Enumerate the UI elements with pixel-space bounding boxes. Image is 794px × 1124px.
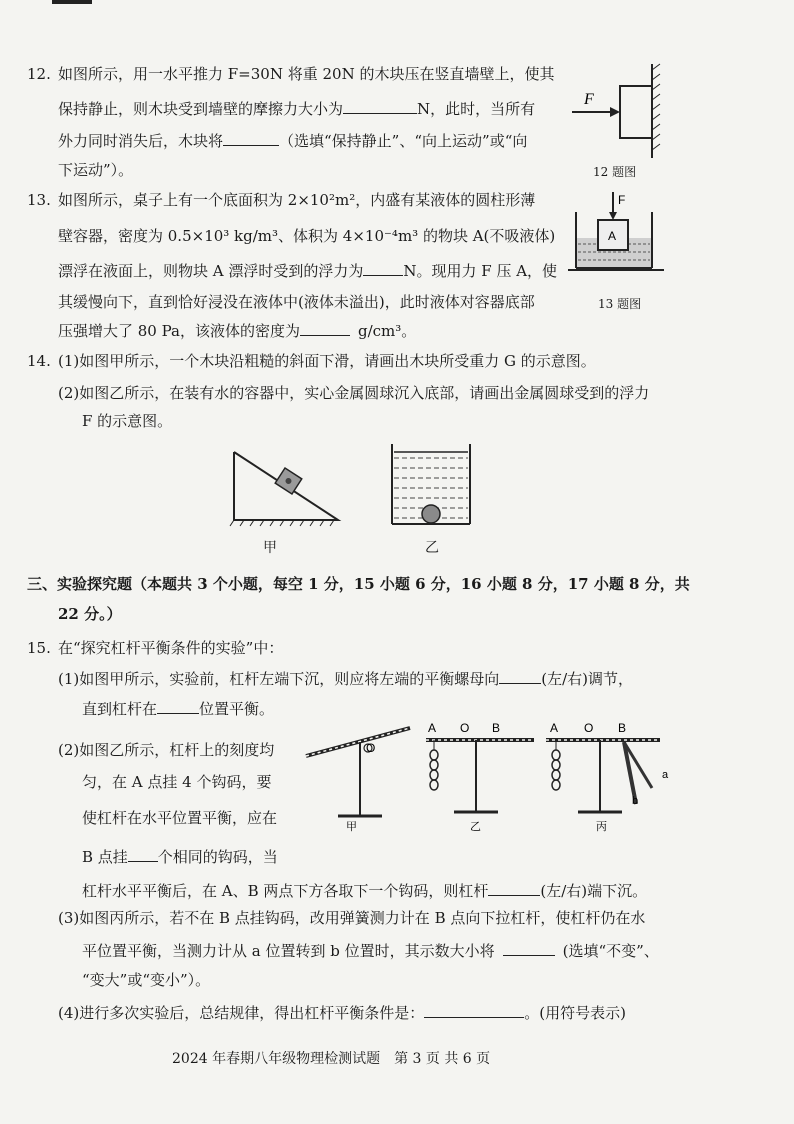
scan-mark (52, 0, 92, 4)
question-12-line-2: 保持静止，则木块受到墙壁的摩擦力大小为 N，此时，当所有 (58, 100, 536, 118)
svg-text:丙: 丙 (596, 820, 607, 833)
question-12-line-4: 下运动”）。 (58, 161, 134, 179)
page-footer: 2024 年春期八年级物理检测试题 第 3 页 共 6 页 (172, 1051, 491, 1067)
svg-text:O: O (460, 721, 470, 735)
question-15-part-3-line-1: (3)如图丙所示，若不在 B 点挂钩码，改用弹簧测力计在 B 点向下拉杠杆，使杠杆仍在水 (58, 909, 646, 927)
figure-15-lever-jia (298, 720, 418, 840)
answer-blank-13-1[interactable] (363, 260, 403, 276)
question-13-line-4: 其缓慢向下，直到恰好浸没在液体中(液体未溢出)，此时液体对容器底部 (58, 293, 535, 311)
question-13-number: 13. (27, 191, 51, 209)
answer-blank-12-1[interactable] (343, 98, 417, 114)
figure-12-wall-block (572, 62, 672, 172)
svg-text:A: A (550, 721, 559, 735)
answer-blank-12-2[interactable] (223, 130, 279, 146)
svg-text:O: O (366, 741, 376, 755)
figure-14-label-jia: 甲 (263, 540, 277, 556)
answer-blank-15-1[interactable] (499, 668, 541, 684)
question-15-part-2-line-4: B 点挂 个相同的钩码，当 (82, 848, 278, 866)
question-13-line-1: 如图所示，桌子上有一个底面积为 2×10²m²，内盛有某液体的圆柱形薄 (58, 191, 536, 209)
answer-blank-15-2[interactable] (157, 698, 199, 714)
answer-blank-13-2[interactable] (300, 320, 350, 336)
question-15-part-2-line-1: (2)如图乙所示，杠杆上的刻度均 (58, 741, 275, 759)
question-15-part-2-line-2: 匀，在 A 点挂 4 个钩码，要 (82, 773, 272, 791)
question-13-line-3: 漂浮在液面上，则物块 A 漂浮时受到的浮力为 N。现用力 F 压 A，使 (58, 262, 558, 280)
force-F-label-13: F (618, 193, 626, 207)
answer-blank-15-3[interactable] (128, 846, 158, 862)
svg-text:O: O (584, 721, 594, 735)
svg-text:A: A (428, 721, 437, 735)
question-14-part-2b: F 的示意图。 (82, 412, 173, 430)
figure-14-incline (230, 448, 350, 528)
question-14-part-1: (1)如图甲所示，一个木块沿粗糙的斜面下滑，请画出木块所受重力 G 的示意图。 (58, 352, 596, 370)
section-3-heading-line-1: 三、实验探究题（本题共 3 个小题，每空 1 分，15 小题 6 分，16 小题 8 分，17 小题 8 分，共 (27, 575, 690, 593)
section-3-heading-line-2: 22 分。） (58, 605, 122, 623)
answer-blank-15-4[interactable] (488, 880, 540, 896)
svg-text:a: a (662, 769, 669, 781)
block-A-label: A (608, 229, 617, 243)
question-12-number: 12. (27, 65, 51, 83)
question-13-line-2: 壁容器，密度为 0.5×10³ kg/m³、体积为 4×10⁻⁴m³ 的物块 A(不吸液体) (58, 227, 556, 245)
question-15-part-2-line-3: 使杠杆在水平位置平衡，应在 (82, 809, 278, 827)
question-15-part-3-line-2: 平位置平衡，当测力计从 a 位置转到 b 位置时，其示数大小将 (选填“不变”、 (82, 942, 659, 960)
svg-text:B: B (492, 721, 501, 735)
question-15-part-1-line-2: 直到杠杆在 位置平衡。 (82, 700, 275, 718)
question-15-part-2-line-5: 杠杆水平平衡后，在 A、B 两点下方各取下一个钩码，则杠杆 (左/右)端下沉。 (82, 882, 648, 900)
answer-blank-15-6[interactable] (424, 1002, 524, 1018)
question-15-part-1-line-1: (1)如图甲所示，实验前，杠杆左端下沉，则应将左端的平衡螺母向 (左/右)调节， (58, 670, 634, 688)
question-15-number: 15. (27, 639, 51, 657)
question-14-number: 14. (27, 352, 51, 370)
figure-14-label-yi: 乙 (425, 540, 439, 556)
answer-blank-15-5[interactable] (503, 940, 555, 956)
figure-13-container (568, 190, 668, 290)
figure-15-lever-yi (420, 720, 540, 840)
question-15-part-3-line-3: “变大”或“变小”）。 (82, 971, 211, 989)
figure-14-water-container (388, 440, 478, 530)
svg-text:乙: 乙 (470, 820, 481, 833)
question-15-intro: 在“探究杠杆平衡条件的实验”中： (58, 639, 284, 657)
svg-text:B: B (618, 721, 627, 735)
question-14-part-2a: (2)如图乙所示，在装有水的容器中，实心金属圆球沉入底部，请画出金属圆球受到的浮力 (58, 384, 650, 402)
svg-text:b: b (632, 795, 639, 807)
figure-12-caption: 12 题图 (593, 165, 637, 179)
svg-text:甲: 甲 (346, 820, 357, 833)
metal-ball (422, 505, 440, 523)
question-15-part-4: (4)进行多次实验后，总结规律，得出杠杆平衡条件是： 。(用符号表示) (58, 1004, 626, 1022)
question-12-line-1: 如图所示，用一水平推力 F=30N 将重 20N 的木块压在竖直墙壁上，使其 (58, 65, 555, 83)
question-13-line-5: 压强增大了 80 Pa，该液体的密度为 g/cm³。 (58, 322, 417, 340)
force-F-label: F (584, 91, 594, 108)
figure-15-lever-bing (540, 720, 670, 840)
figure-13-caption: 13 题图 (598, 297, 642, 311)
question-12-line-3: 外力同时消失后，木块将 （选填“保持静止”、“向上运动”或“向 (58, 132, 528, 150)
